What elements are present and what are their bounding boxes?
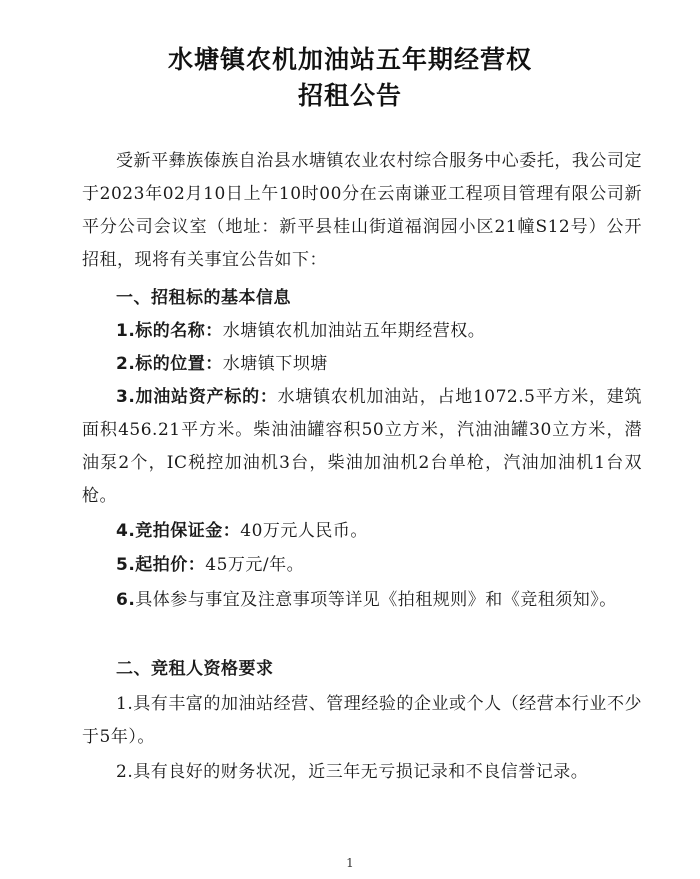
item-assets — [82, 381, 642, 513]
item-starting-price-label: 5.起拍价： — [116, 555, 206, 575]
section2-heading: 二、竞租人资格要求 — [116, 659, 274, 679]
item-deposit-label: 4.竞拍保证金： — [116, 521, 241, 541]
item-details-text: 具体参与事宜及注意事项等详见《拍租规则》和《竞租须知》。 — [135, 590, 617, 610]
item-location-text: 水塘镇下坝塘 — [222, 354, 328, 374]
item-deposit-text: 40万元人民币。 — [240, 521, 368, 541]
item-assets-label: 3.加油站资产标的： — [116, 387, 278, 407]
item-location — [82, 348, 642, 381]
requirement-2: 2.具有良好的财务状况，近三年无亏损记录和不良信誉记录。 — [116, 762, 589, 782]
document-title-line2: 招租公告 — [297, 81, 402, 110]
item-assets-text: 水塘镇农机加油站，占地1072.5平方米，建筑面积456.21平方米。柴油油罐容积50立方米，汽油油罐30立方米，潜油泵2个，IC税控加油机3台，柴油加油机2台单枪，汽油加油机1台双枪。 — [82, 387, 643, 506]
item-location-label: 2.标的位置： — [116, 354, 223, 374]
item-name — [82, 315, 642, 348]
item-name-label: 1.标的名称： — [116, 321, 223, 341]
document-title-line1: 水塘镇农机加油站五年期经营权 — [167, 45, 532, 74]
intro-paragraph: 受新平彝族傣族自治县水塘镇农业农村综合服务中心委托，我公司定于2023年02月10日上午10时00分在云南谦亚工程项目管理有限公司新平分公司会议室（地址：新平县桂山街道福润园小区21幢S12号）公开招租，现将有关事宜公告如下： — [82, 151, 642, 270]
requirement-1: 1.具有丰富的加油站经营、管理经验的企业或个人（经营本行业不少于5年）。 — [82, 694, 642, 747]
item-starting-price-text: 45万元/年。 — [205, 555, 305, 575]
item-details — [82, 584, 642, 617]
page-number: 1 — [346, 856, 354, 870]
item-deposit — [82, 515, 642, 548]
item-details-label: 6. — [116, 590, 136, 610]
item-name-text: 水塘镇农机加油站五年期经营权。 — [222, 321, 486, 341]
item-starting-price — [82, 549, 642, 582]
section1-heading: 一、招租标的基本信息 — [116, 288, 291, 308]
